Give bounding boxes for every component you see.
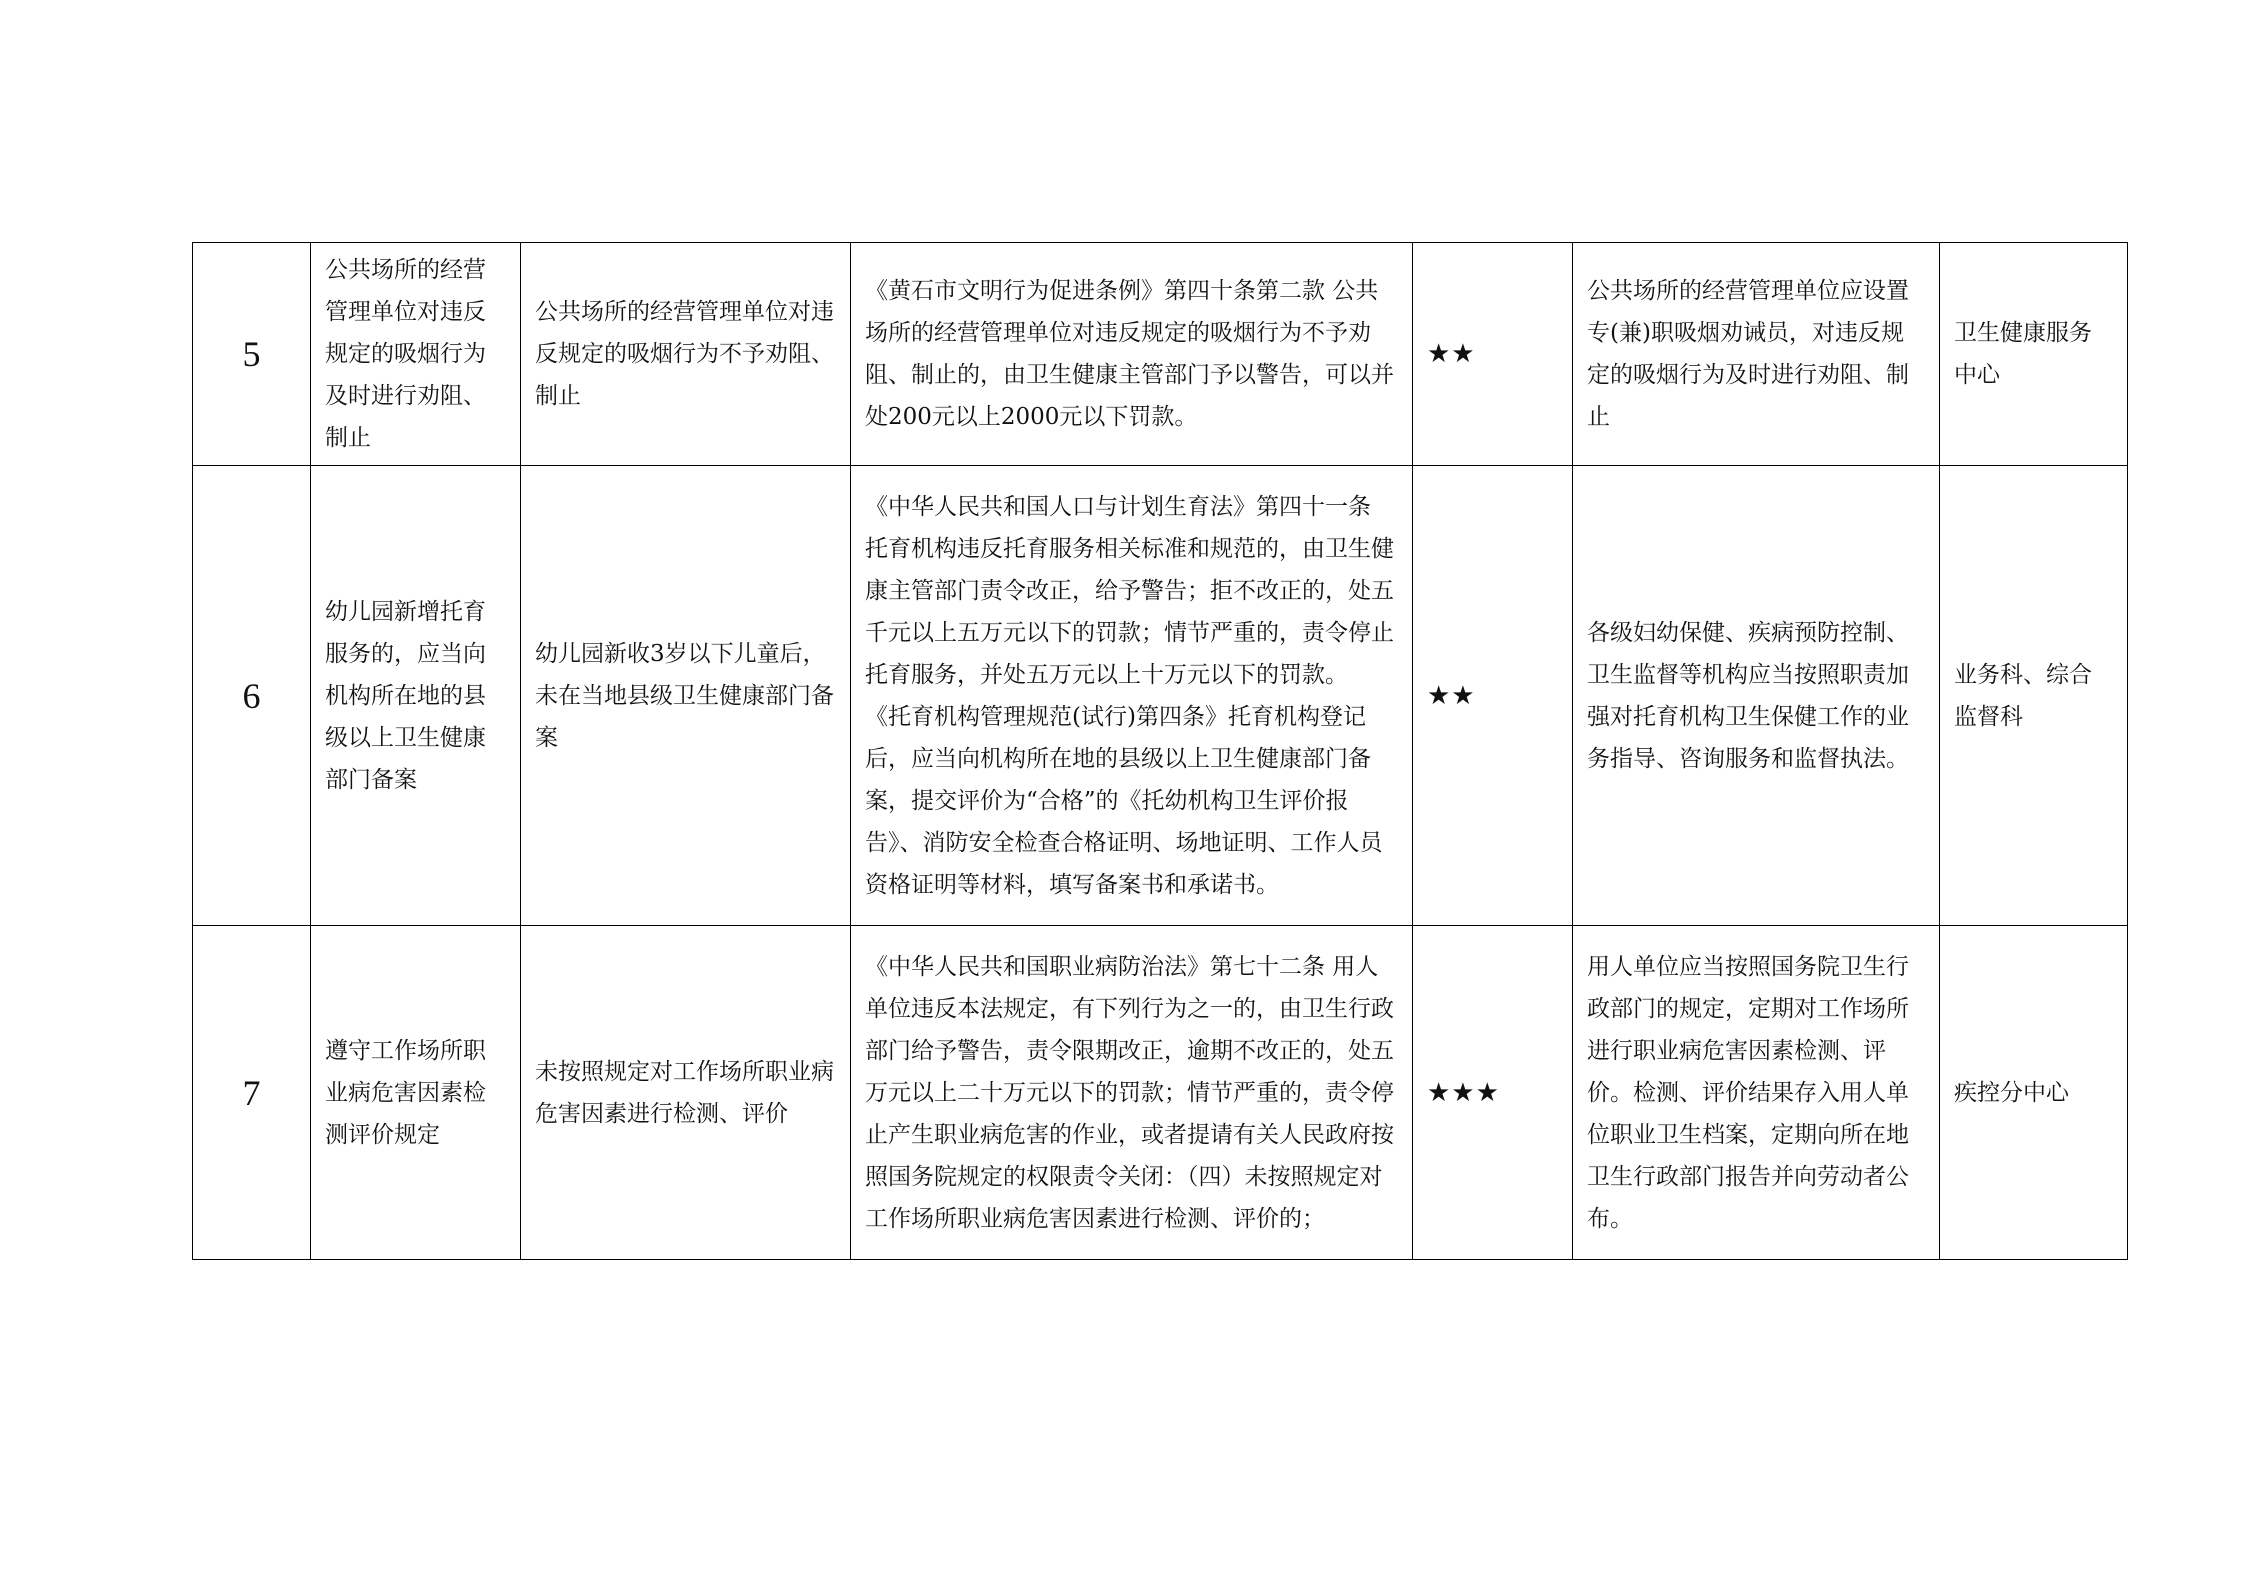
- regulation-table: [192, 242, 2128, 1260]
- behavior-cell: 公共场所的经营管理单位对违反规定的吸烟行为不予劝阻、制止: [521, 243, 851, 466]
- legal-basis-paragraph: 《中华人民共和国人口与计划生育法》第四十一条 托育机构违反托育服务相关标准和规范的，由卫生健康主管部门责令改正，给予警告；拒不改正的，处五千元以上五万元以下的罚款；情节严重的，责令停止托育服务，并处五万元以上十万元以下的罚款。: [865, 493, 1394, 688]
- item-cell: 遵守工作场所职业病危害因素检测评价规定: [311, 926, 521, 1260]
- behavior-cell: 未按照规定对工作场所职业病危害因素进行检测、评价: [521, 926, 851, 1260]
- department-cell: 疾控分中心: [1940, 926, 2128, 1260]
- item-cell: 幼儿园新增托育服务的，应当向机构所在地的县级以上卫生健康部门备案: [311, 466, 521, 926]
- legal-basis-cell: [851, 926, 1413, 1260]
- legal-basis-cell: [851, 243, 1413, 466]
- table-row: [193, 466, 2128, 926]
- measures-cell: 公共场所的经营管理单位应设置专(兼)职吸烟劝诫员，对违反规定的吸烟行为及时进行劝阻、制止: [1573, 243, 1940, 466]
- row-number: 6: [193, 466, 311, 926]
- table-row: [193, 243, 2128, 466]
- row-number: 5: [193, 243, 311, 466]
- department-cell: 卫生健康服务中心: [1940, 243, 2128, 466]
- behavior-cell: 幼儿园新收3岁以下儿童后，未在当地县级卫生健康部门备案: [521, 466, 851, 926]
- rating-stars: ★★: [1413, 243, 1573, 466]
- legal-basis-paragraph: 《黄石市文明行为促进条例》第四十条第二款 公共场所的经营管理单位对违反规定的吸烟行为不予劝阻、制止的，由卫生健康主管部门予以警告，可以并处200元以上2000元以下罚款。: [865, 278, 1394, 430]
- table-row: [193, 926, 2128, 1260]
- item-cell: 公共场所的经营管理单位对违反规定的吸烟行为及时进行劝阻、制止: [311, 243, 521, 466]
- legal-basis-cell: [851, 466, 1413, 926]
- department-cell: 业务科、综合监督科: [1940, 466, 2128, 926]
- rating-stars: ★★★: [1413, 926, 1573, 1260]
- legal-basis-paragraph: 《中华人民共和国职业病防治法》第七十二条 用人单位违反本法规定，有下列行为之一的，由卫生行政部门给予警告，责令限期改正，逾期不改正的，处五万元以上二十万元以下的罚款；情节严重的，责令停止产生职业病危害的作业，或者提请有关人民政府按照国务院规定的权限责令关闭：（四）未按照规定对工作场所职业病危害因素进行检测、评价的；: [865, 953, 1394, 1232]
- legal-basis-paragraph: 《托育机构管理规范(试行)第四条》托育机构登记后，应当向机构所在地的县级以上卫生健康部门备案，提交评价为“合格”的《托幼机构卫生评价报告》、消防安全检查合格证明、场地证明、工作人员资格证明等材料，填写备案书和承诺书。: [865, 703, 1383, 898]
- measures-cell: 用人单位应当按照国务院卫生行政部门的规定，定期对工作场所进行职业病危害因素检测、评价。检测、评价结果存入用人单位职业卫生档案，定期向所在地卫生行政部门报告并向劳动者公布。: [1573, 926, 1940, 1260]
- measures-cell: 各级妇幼保健、疾病预防控制、卫生监督等机构应当按照职责加强对托育机构卫生保健工作的业务指导、咨询服务和监督执法。: [1573, 466, 1940, 926]
- rating-stars: ★★: [1413, 466, 1573, 926]
- row-number: 7: [193, 926, 311, 1260]
